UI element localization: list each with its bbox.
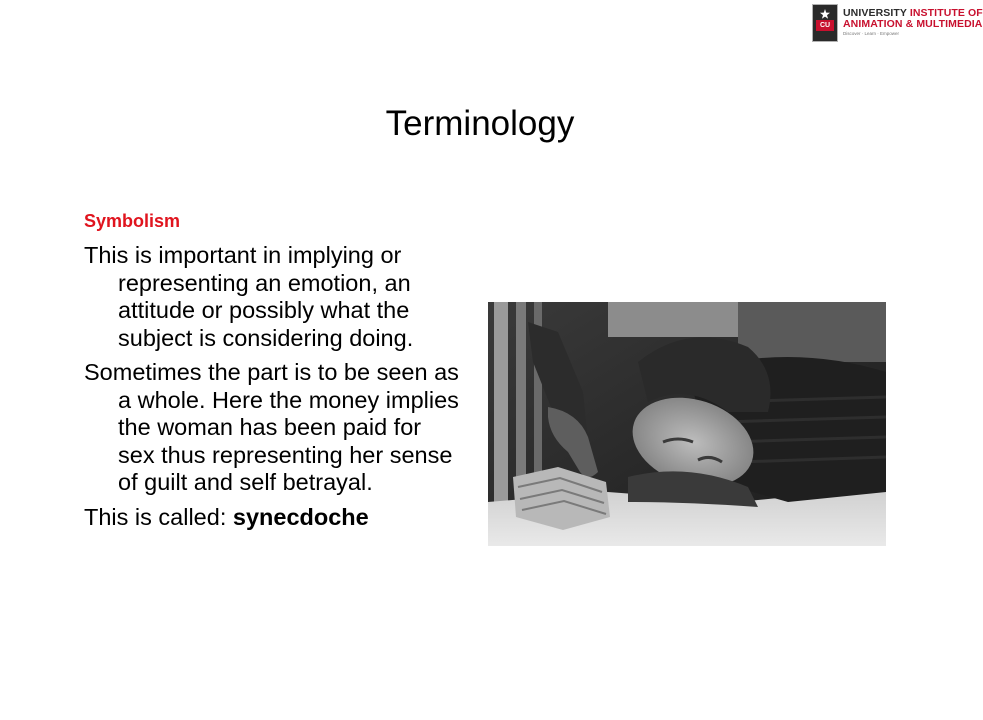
cu-emblem bbox=[812, 4, 838, 42]
logo-institute: INSTITUTE OF bbox=[909, 7, 983, 19]
institute-logo bbox=[812, 4, 983, 42]
slide-title: Terminology bbox=[385, 104, 575, 143]
slide-subtitle: Symbolism bbox=[84, 211, 181, 231]
paragraph-2: Sometimes the part is to be seen as a whole. Here the money implies the woman has been paid for sex thus representing her sense of guilt and self betrayal. bbox=[84, 359, 459, 495]
photo-illustration bbox=[488, 302, 886, 546]
final-prefix: This is called: bbox=[84, 503, 233, 530]
logo-line-2: ANIMATION & MULTIMEDIA bbox=[843, 18, 983, 30]
synecdoche-term: synecdoche bbox=[232, 503, 369, 530]
cu-badge: CU bbox=[816, 20, 834, 31]
paragraph-3 bbox=[84, 504, 464, 532]
paragraph-1: This is important in implying or representing an emotion, an attitude or possibly what the subject is considering doing. bbox=[84, 242, 414, 351]
logo-university: UNIVERSITY bbox=[843, 7, 907, 19]
slide-body bbox=[84, 242, 464, 538]
star-icon bbox=[820, 9, 830, 19]
woman-with-money-photo bbox=[488, 302, 886, 546]
logo-tagline: Discover · Learn · Empower bbox=[843, 31, 900, 36]
